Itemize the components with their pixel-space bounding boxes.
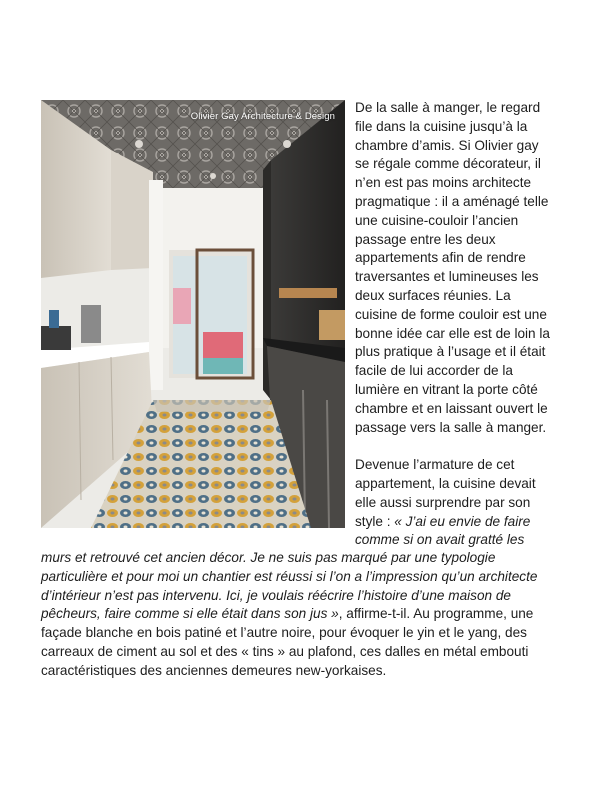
quote-start: « J’ai eu envie de faire comme si on avait gratté les xyxy=(355,513,531,548)
article-column xyxy=(355,99,555,550)
paragraph-2-start xyxy=(355,456,555,550)
quote-end: murs et retrouvé cet ancien décor. Je ne suis pas marqué par une typologie particulière et pour moi un chantier est réussi si l’on a l’impression qu’un architecte d’intérieur n’est pas intervenu. Ici, je voulais réécrire l’histoire d’une maison de pêcheurs, faire comme si elle était dans son jus » xyxy=(41,550,538,622)
photo-credit: Olivier Gay Architecture & Design xyxy=(190,111,335,122)
kitchen-corridor-photo xyxy=(41,100,345,528)
paragraph-2-continued xyxy=(41,549,561,681)
paragraph-2-intro: Devenue l’armature de cet appartement, la cuisine devait elle aussi surprendre par son style : xyxy=(355,457,536,529)
paragraph-2-outro: , affirme-t-il. Au programme, une façade blanche en bois patiné et l’autre noire, pour évoquer le yin et le yang, des carreaux de ciment au sol et des « tins » au plafond, ces dalles en métal embouti caractéristiques des anciennes demeures new-yorkaises. xyxy=(41,606,534,678)
paragraph-1: De la salle à manger, le regard file dans la cuisine jusqu’à la chambre d’amis. Si Olivier gay se régale comme décorateur, il n’en est pas moins architecte pragmatique : il a aménagé telle une cuisine-couloir l’ancien passage entre les deux appartements afin de rendre traversantes et lumineuses les deux surfaces réunies. La cuisine de forme couloir est une bonne idée car elle est de loin la plus pratique à l’usage et il était facile de lui accorder de la lumière en vitrant la porte côté chambre et en laissant ouvert le passage vers la salle à manger. xyxy=(355,100,550,435)
